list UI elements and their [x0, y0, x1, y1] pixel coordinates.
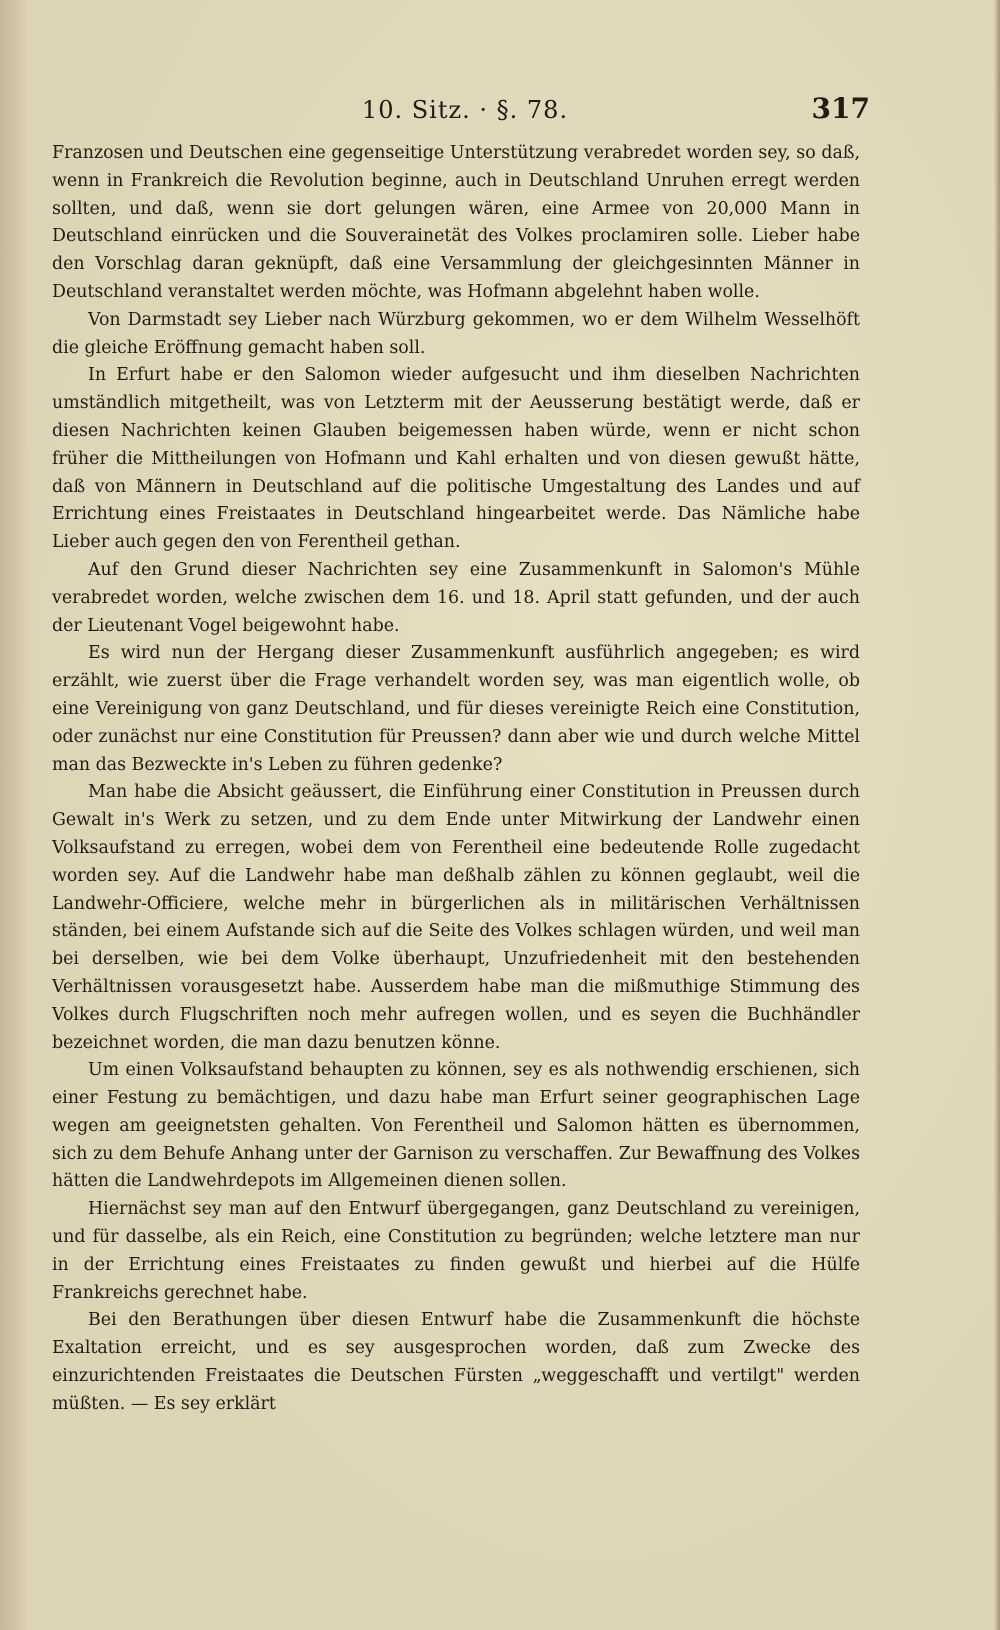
page-edge-shadow	[994, 0, 1000, 1630]
paragraph: Man habe die Absicht geäussert, die Einführung einer Constitution in Preussen durch Gewalt in's Werk zu setzen, und zu dem Ende unter Mitwirkung der Landwehr einen Volksaufstand zu erregen, wobei dem von Ferentheil eine bedeutende Rolle zugedacht worden sey. Auf die Landwehr habe man deßhalb zählen zu können geglaubt, weil die Landwehr-Officiere, welche mehr in bürgerlichen als in militärischen Verhältnissen ständen, bei einem Aufstande sich auf die Seite des Volkes schlagen würden, und weil man bei derselben, wie bei dem Volke überhaupt, Unzufriedenheit mit den bestehenden Verhältnissen vorausgesetzt habe. Ausserdem habe man die mißmuthige Stimmung des Volkes durch Flugschriften noch mehr aufregen wollen, und es seyen die Buchhändler bezeichnet worden, die man dazu benutzen könne.	[52, 782, 860, 1053]
page-number: 317	[811, 92, 870, 125]
page-header	[60, 92, 870, 132]
paragraph: Franzosen und Deutschen eine gegenseitige Unterstützung verabredet worden sey, so daß, wenn in Frankreich die Revolution beginne, auch in Deutschland Unruhen erregt werden sollten, und daß, wenn sie dort gelungen wären, eine Armee von 20,000 Mann in Deutschland einrücken und die Souverainetät des Volkes proclamiren solle. Lieber habe den Vorschlag daran geknüpft, daß eine Versammlung der gleichgesinnten Männer in Deutschland veranstaltet werden möchte, was Hofmann abgelehnt haben wolle.	[52, 143, 860, 302]
paragraph: Um einen Volksaufstand behaupten zu können, sey es als nothwendig erschienen, sich einer Festung zu bemächtigen, und dazu habe man Erfurt seiner geographischen Lage wegen am geeignetsten gehalten. Von Ferentheil und Salomon hätten es übernommen, sich zu dem Behufe Anhang unter der Garnison zu verschaffen. Zur Bewaffnung des Volkes hätten die Landwehrdepots im Allgemeinen dienen sollen.	[52, 1060, 860, 1192]
running-head: 10. Sitz. · §. 78.	[361, 96, 569, 124]
body-text	[52, 140, 860, 1419]
paragraph: Von Darmstadt sey Lieber nach Würzburg gekommen, wo er dem Wilhelm Wesselhöft die gleiche Eröffnung gemacht haben soll.	[52, 309, 860, 358]
paragraph: Bei den Berathungen über diesen Entwurf habe die Zusammenkunft die höchste Exaltation erreicht, und es sey ausgesprochen worden, daß zum Zwecke des einzurichtenden Freistaates die Deutschen Fürsten „weggeschafft und vertilgt" werden müßten. — Es sey erklärt	[52, 1310, 860, 1414]
paragraph: Auf den Grund dieser Nachrichten sey eine Zusammenkunft in Salomon's Mühle verabredet worden, welche zwischen dem 16. und 18. April statt gefunden, und der auch der Lieutenant Vogel beigewohnt habe.	[52, 559, 860, 636]
paragraph: Es wird nun der Hergang dieser Zusammenkunft ausführlich angegeben; es wird erzählt, wie zuerst über die Frage verhandelt worden sey, was man eigentlich wolle, ob eine Vereinigung von ganz Deutschland, und für dieses vereinigte Reich eine Constitution, oder zunächst nur eine Constitution für Preussen? dann aber wie und durch welche Mittel man das Bezweckte in's Leben zu führen gedenke?	[52, 643, 860, 775]
paragraph: Hiernächst sey man auf den Entwurf übergegangen, ganz Deutschland zu vereinigen, und für dasselbe, als ein Reich, eine Constitution zu begründen; welche letztere man nur in der Errichtung eines Freistaates zu finden gewußt und hierbei auf die Hülfe Frankreichs gerechnet habe.	[52, 1199, 860, 1303]
paragraph: In Erfurt habe er den Salomon wieder aufgesucht und ihm dieselben Nachrichten umständlich mitgetheilt, was von Letzterm mit der Aeusserung bestätigt werde, daß er diesen Nachrichten keinen Glauben beigemessen haben würde, wenn er nicht schon früher die Mittheilungen von Hofmann und Kahl erhalten und von diesen gewußt hätte, daß von Männern in Deutschland auf die politische Umgestaltung des Landes und auf Errichtung eines Freistaates in Deutschland hingearbeitet werde. Das Nämliche habe Lieber auch gegen den von Ferentheil gethan.	[52, 365, 860, 553]
